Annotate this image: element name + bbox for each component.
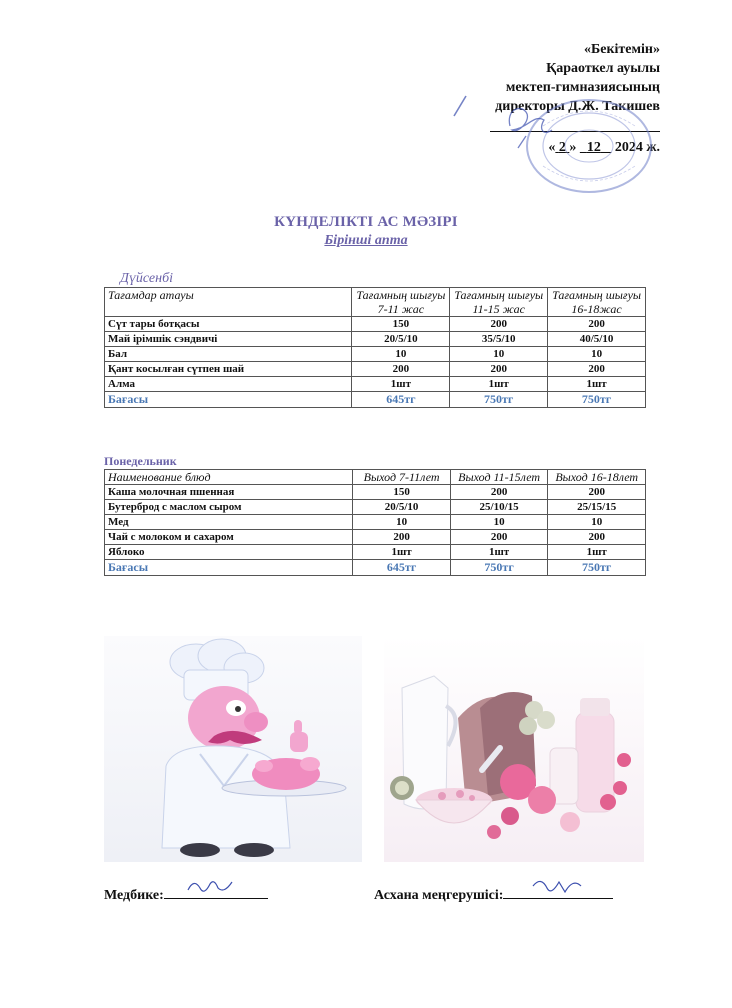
portion: 200 (450, 485, 548, 500)
dish-name: Май ірімшік сэндвичі (105, 332, 352, 347)
date-year: 2024 ж. (614, 140, 660, 155)
portion: 10 (353, 515, 450, 530)
portion: 1шт (548, 377, 646, 392)
day-title-kz: Дүйсенбі (120, 271, 174, 286)
price-value: 645тг (353, 560, 450, 576)
table-row (105, 362, 646, 377)
portion: 200 (548, 362, 646, 377)
canteen-label: Асхана меңгерушісі: (374, 888, 504, 903)
menu-table-ru (104, 469, 646, 576)
header-age-7-11: Тағамның шығуы 7-11 жас (352, 288, 450, 317)
price-value: 750тг (450, 392, 548, 408)
nurse-signature (104, 884, 268, 904)
header-dish: Наименование блюд (105, 470, 353, 485)
portion: 200 (352, 362, 450, 377)
table-header-row (105, 470, 646, 485)
header-age-7-11: Выход 7-11лет (353, 470, 450, 485)
menu-table-kz (104, 287, 646, 408)
dish-name: Бутерброд с маслом сыром (105, 500, 353, 515)
date-day: 2 (558, 140, 566, 155)
chef-illustration (104, 636, 362, 862)
portion: 200 (548, 317, 646, 332)
header-age-16-18: Выход 16-18лет (548, 470, 646, 485)
director-signature-icon (448, 90, 558, 150)
dish-name: Алма (105, 377, 352, 392)
table-header-row (105, 288, 646, 317)
portion: 1шт (548, 545, 646, 560)
portion: 200 (548, 530, 646, 545)
canteen-head-signature (374, 884, 613, 904)
portion: 1шт (450, 545, 548, 560)
table-row (105, 485, 646, 500)
approval-line-4: директоры Д.Ж. Такишев (495, 99, 660, 114)
dish-name: Мед (105, 515, 353, 530)
portion: 150 (353, 485, 450, 500)
table-row (105, 347, 646, 362)
table-row (105, 545, 646, 560)
date-month: 12 (586, 140, 601, 155)
approval-line-3: мектеп-гимназиясының (505, 80, 660, 95)
table-row (105, 530, 646, 545)
portion: 200 (450, 362, 548, 377)
dish-name: Чай с молоком и сахаром (105, 530, 353, 545)
day-title-ru: Понедельник (104, 454, 177, 468)
table-row (105, 317, 646, 332)
date-quote-open: « (548, 140, 556, 155)
price-value: 645тг (352, 392, 450, 408)
header-dish: Тағамдар атауы (105, 288, 352, 317)
price-row (105, 560, 646, 576)
nurse-signature-icon (184, 876, 244, 898)
nurse-signature-line (164, 884, 268, 899)
price-label: Бағасы (105, 560, 353, 576)
canteen-signature-icon (529, 876, 589, 898)
portion: 40/5/10 (548, 332, 646, 347)
date-quote-close: » (569, 140, 577, 155)
portion: 1шт (353, 545, 450, 560)
header-age-11-15: Тағамның шығуы 11-15 жас (450, 288, 548, 317)
portion: 20/5/10 (352, 332, 450, 347)
portion: 1шт (352, 377, 450, 392)
portion: 150 (352, 317, 450, 332)
portion: 1шт (450, 377, 548, 392)
portion: 35/5/10 (450, 332, 548, 347)
price-label: Бағасы (105, 392, 352, 408)
table-row (105, 515, 646, 530)
dish-name: Сүт тары ботқасы (105, 317, 352, 332)
portion: 200 (450, 530, 548, 545)
portion: 10 (548, 515, 646, 530)
portion: 200 (450, 317, 548, 332)
portion: 200 (548, 485, 646, 500)
portion: 10 (352, 347, 450, 362)
dish-name: Қант косылған сүтпен шай (105, 362, 352, 377)
menu-subtitle: Бірінші апта (324, 233, 408, 248)
nurse-label: Медбике: (104, 888, 164, 903)
header-age-11-15: Выход 11-15лет (450, 470, 548, 485)
price-value: 750тг (450, 560, 548, 576)
dairy-food-illustration (384, 636, 644, 862)
price-value: 750тг (548, 392, 646, 408)
dish-name: Каша молочная пшенная (105, 485, 353, 500)
portion: 25/10/15 (450, 500, 548, 515)
price-row (105, 392, 646, 408)
price-value: 750тг (548, 560, 646, 576)
menu-title: КҮНДЕЛІКТІ АС МӘЗІРІ (274, 214, 458, 230)
table-row (105, 332, 646, 347)
dish-name: Бал (105, 347, 352, 362)
portion: 10 (548, 347, 646, 362)
portion: 200 (353, 530, 450, 545)
table-row (105, 377, 646, 392)
portion: 25/15/15 (548, 500, 646, 515)
approval-line-1: «Бекітемін» (583, 42, 660, 57)
portion: 10 (450, 347, 548, 362)
table-row (105, 500, 646, 515)
portion: 20/5/10 (353, 500, 450, 515)
portion: 10 (450, 515, 548, 530)
canteen-signature-line (503, 884, 613, 899)
header-age-16-18: Тағамның шығуы 16-18жас (548, 288, 646, 317)
dish-name: Яблоко (105, 545, 353, 560)
approval-line-2: Қараоткел ауылы (546, 61, 660, 76)
